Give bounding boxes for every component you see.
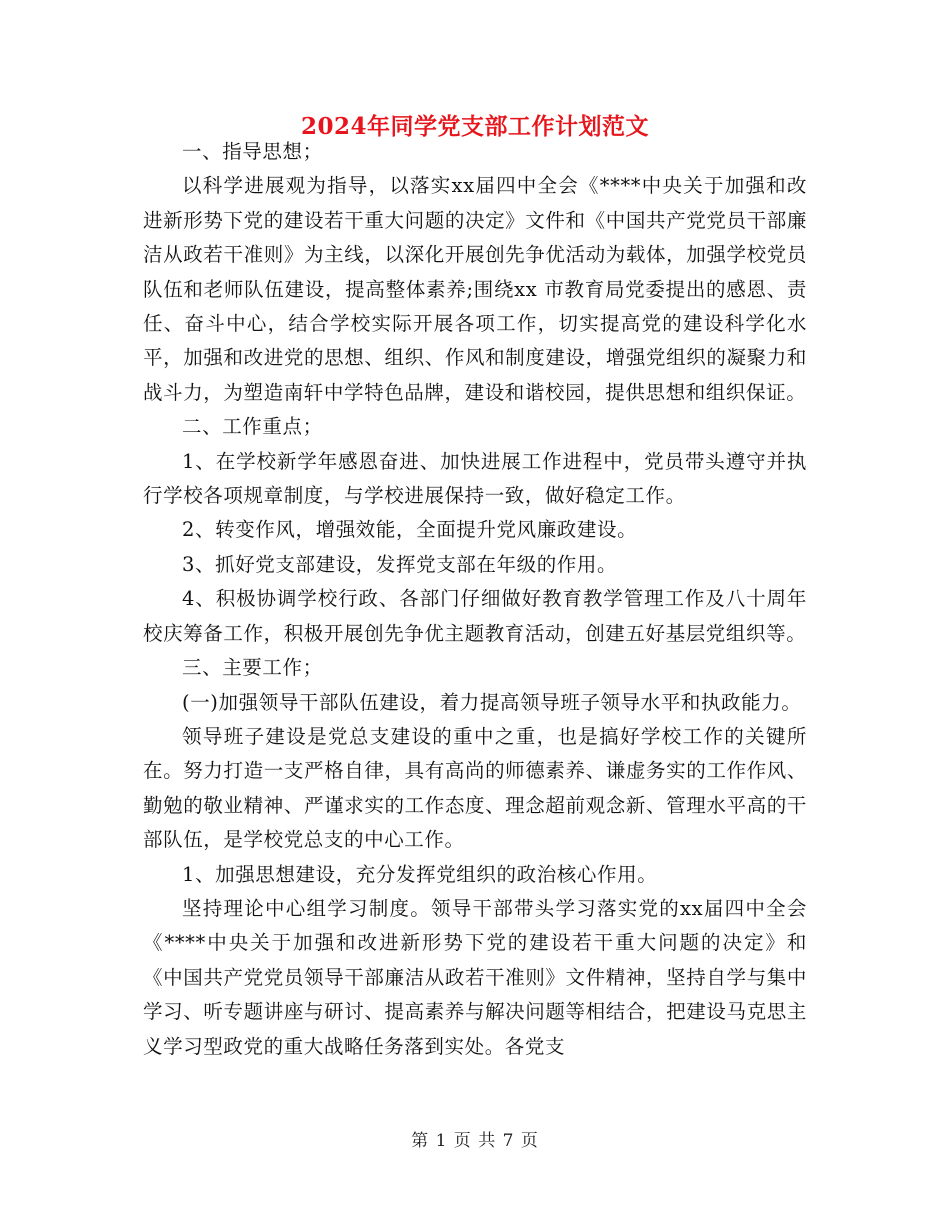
page-number: 第 1 页 共 7 页 [411, 1131, 539, 1151]
paragraph: (一)加强领导干部队伍建设，着力提高领导班子领导水平和执政能力。 [182, 690, 802, 714]
paragraph: 以科学进展观为指导，以落实xx届四中全会《****中央关于加强和改进新形势下党的建设若干重大问题的决定》文件和《中国共产党党员干部廉洁从政若干准则》为主线，以深化开展创先争优活动为载体，加强学校党员队伍和老师队伍建设，提高整体素养;围绕xx 市教育局党委提出的感恩、责任、奋斗中心，结合学校实际开展各项工作，切实提高党的建设科学化水平，加强和改进党的思想、组织、作风和制度建设，增强党组织的凝聚力和战斗力，为塑造南轩中学特色品牌，建设和谐校园，提供思想和组织保证。 [143, 174, 807, 404]
paragraph: 4、积极协调学校行政、各部门仔细做好教育教学管理工作及八十周年校庆筹备工作，积极开展创先争优主题教育活动，创建五好基层党组织等。 [143, 587, 807, 645]
paragraph: 1、加强思想建设，充分发挥党组织的政治核心作用。 [182, 862, 658, 886]
section-heading: 一、指导思想； [182, 140, 323, 163]
paragraph: 1、在学校新学年感恩奋进、加快进展工作进程中，党员带头遵守并执行学校各项规章制度，与学校进展保持一致，做好稳定工作。 [143, 449, 807, 508]
section-heading: 二、工作重点； [182, 415, 323, 439]
section-heading: 三、主要工作； [182, 656, 323, 680]
document-title: 2024年同学党支部工作计划范文 [300, 113, 649, 140]
paragraph: 领导班子建设是党总支建设的重中之重，也是搞好学校工作的关键所在。努力打造一支严格自律，具有高尚的师德素养、谦虚务实的工作作风、勤勉的敬业精神、严谨求实的工作态度、理念超前观念新、管理水平高的干部队伍，是学校党总支的中心工作。 [143, 724, 807, 852]
document-body [143, 135, 807, 1064]
paragraph: 2、转变作风，增强效能，全面提升党风廉政建设。 [182, 518, 638, 542]
paragraph: 3、抓好党支部建设，发挥党支部在年级的作用。 [182, 552, 618, 576]
paragraph: 坚持理论中心组学习制度。领导干部带头学习落实党的xx届四中全会《****中央关于加强和改进新形势下党的建设若干重大问题的决定》和《中国共产党党员领导干部廉洁从政若干准则》文件精神，坚持自学与集中学习、听专题讲座与研讨、提高素养与解决问题等相结合，把建设马克思主义学习型政党的重大战略任务落到实处。各党支 [143, 896, 807, 1058]
